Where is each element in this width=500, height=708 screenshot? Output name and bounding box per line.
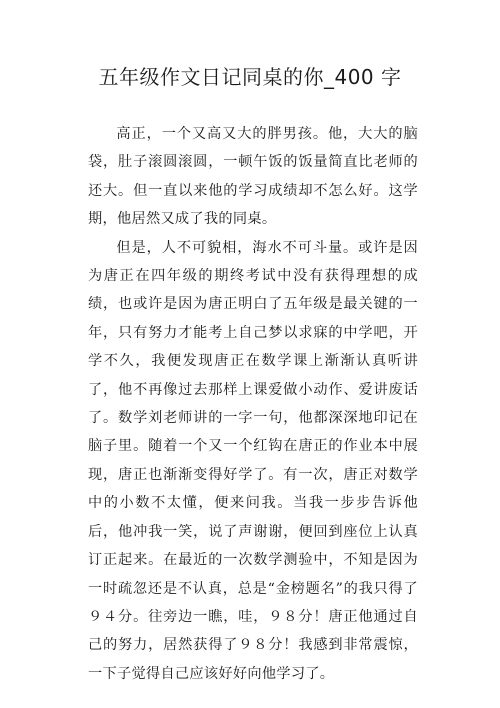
document-title: 五年级作文日记同桌的你_400 字 (98, 65, 402, 89)
paragraph-2: 但是，人不可貌相，海水不可斗量。或许是因为唐正在四年级的期终考试中没有获得理想的成绩，也或许是因为唐正明白了五年级是最关键的一年，只有努力才能考上自己梦以求寐的中学吧，开学不久，我便发现唐正在数学课上渐渐认真听讲了，他不再像过去那样上课爱做小动作、爱讲废话了。数学刘老师讲的一字一句，他都深深地印记在脑子里。随着一个又一个红钩在唐正的作业本中展现，唐正也渐渐变得好学了。有一次，唐正对数学中的小数不太懂，便来问我。当我一步步告诉他后，他冲我一笑，说了声谢谢，便回到座位上认真订正起来。在最近的一次数学测验中，不知是因为一时疏忽还是不认真，总是“金榜题名”的我只得了９４分。往旁边一瞧，哇，９８分！唐正他通过自己的努力，居然获得了９８分！我感到非常震惊，一下子觉得自己应该好好向他学习了。 (88, 239, 418, 682)
document-body (88, 120, 418, 688)
paragraph-1: 高正，一个又高又大的胖男孩。他，大大的脑袋，肚子滚圆滚圆，一顿午饭的饭量简直比老师的还大。但一直以来他的学习成绩却不怎么好。这学期，他居然又成了我的同桌。 (88, 126, 418, 228)
